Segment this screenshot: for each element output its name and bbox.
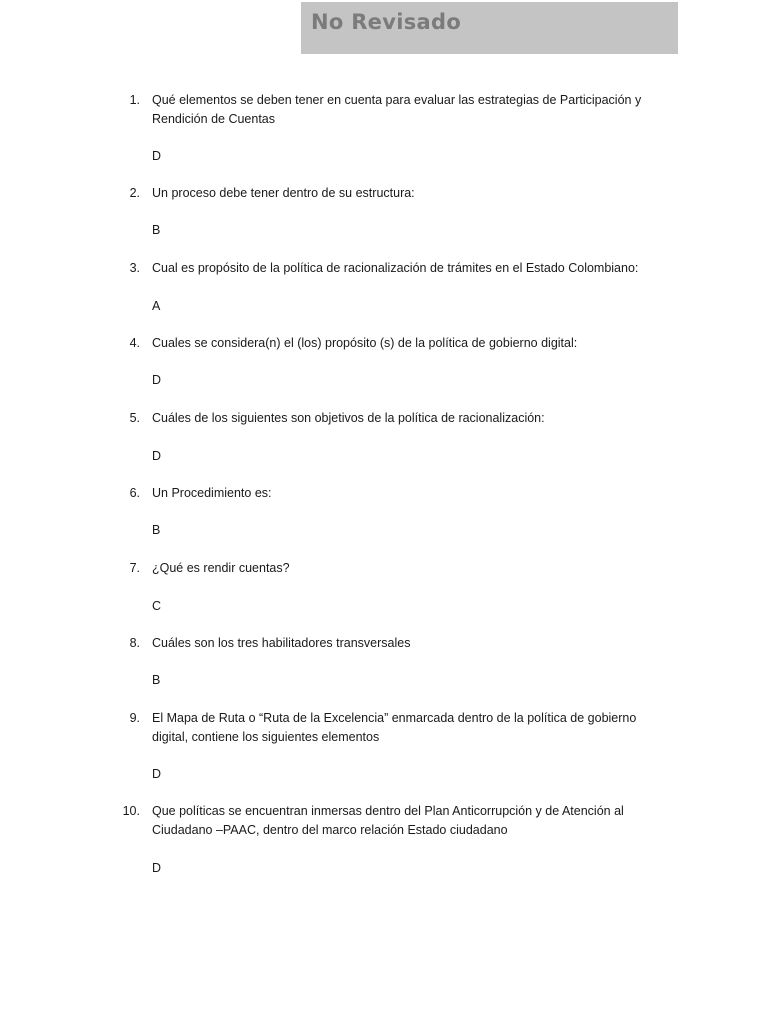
question-number: 4. — [129, 336, 140, 350]
question-number: 8. — [129, 636, 140, 650]
question-number: 1. — [129, 93, 140, 107]
question-text: Que políticas se encuentran inmersas dentro del Plan Anticorrupción y de Atención al Ciudadano –PAAC, dentro del marco relación Estado ciudadano — [152, 804, 624, 837]
question-text: Qué elementos se deben tener en cuenta para evaluar las estrategias de Participación y Rendición de Cuentas — [152, 93, 642, 126]
question-answer: C — [152, 599, 162, 613]
question-number: 6. — [129, 486, 140, 500]
question-answer: D — [152, 449, 162, 463]
question-text: Cuales se considera(n) el (los) propósito (s) de la política de gobierno digital: — [152, 336, 578, 350]
question-text: Cuáles de los siguientes son objetivos de la política de racionalización: — [152, 411, 545, 425]
question-answer: D — [152, 861, 162, 875]
stamp-label: No Revisado — [311, 10, 462, 34]
question-number: 2. — [129, 186, 140, 200]
question-number: 10. — [122, 804, 140, 818]
question-answer: B — [152, 523, 161, 537]
question-number: 5. — [129, 411, 140, 425]
question-text: El Mapa de Ruta o “Ruta de la Excelencia” enmarcada dentro de la política de gobierno digital, contiene los siguientes elementos — [152, 711, 637, 744]
question-answer: D — [152, 767, 162, 781]
question-answer: D — [152, 373, 162, 387]
question-text: Un proceso debe tener dentro de su estructura: — [152, 186, 415, 200]
question-text: Cual es propósito de la política de racionalización de trámites en el Estado Colombiano: — [152, 261, 639, 275]
question-answer: A — [152, 299, 161, 313]
question-answer: D — [152, 149, 162, 163]
question-number: 3. — [129, 261, 140, 275]
no-revisado-stamp — [301, 2, 678, 54]
question-answer: B — [152, 223, 161, 237]
question-answer: B — [152, 673, 161, 687]
question-text: ¿Qué es rendir cuentas? — [152, 561, 290, 575]
question-text: Cuáles son los tres habilitadores transversales — [152, 636, 411, 650]
question-number: 9. — [129, 711, 140, 725]
question-text: Un Procedimiento es: — [152, 486, 272, 500]
question-number: 7. — [129, 561, 140, 575]
